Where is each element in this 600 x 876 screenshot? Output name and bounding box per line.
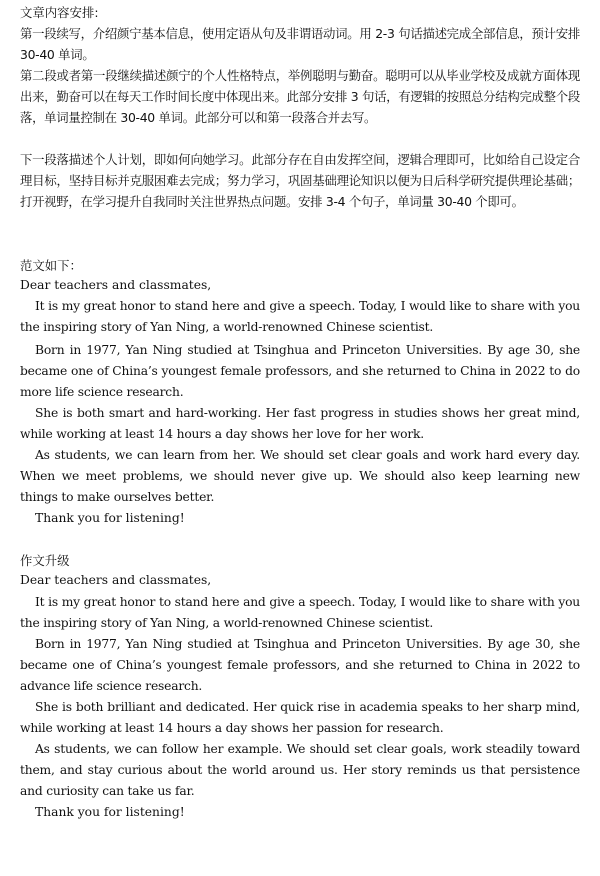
upgrade-paragraph-3: She is both brilliant and dedicated. Her quick rise in academia speaks to her sharp mind, while working at least 14 hours a day shows her passion for research. (20, 700, 580, 735)
upgrade-greeting: Dear teachers and classmates, (20, 573, 212, 587)
upgrade-paragraph-4: As students, we can follow her example. We should set clear goals, work steadily toward them, and stay curious about the world around us. Her story reminds us that persistence and curiosity can take us far. (20, 742, 580, 798)
outline-paragraph-2: 第二段或者第一段继续描述颜宁的个人性格特点，举例聪明与勤奋。聪明可以从毕业学校及成就方面体现出来，勤奋可以在每天工作时间长度中体现出来。此部分安排 3 句话，有逻辑的按照总分结构完成整个段落，单词量控制在 30-40 单词。此部分可以和第一段落合并去写。 (20, 68, 580, 125)
outline-heading: 文章内容安排: (20, 5, 99, 20)
sample-greeting: Dear teachers and classmates, (20, 278, 212, 292)
upgrade-paragraph-2: Born in 1977, Yan Ning studied at Tsinghua and Princeton Universities. By age 30, she became one of China’s youngest female professors, and she returned to China in 2022 to advance life science research. (20, 637, 580, 693)
outline-paragraph-3: 下一段落描述个人计划，即如何向她学习。此部分存在自由发挥空间，逻辑合理即可，比如给自己设定合理目标，坚持目标并克服困难去完成；努力学习，巩固基础理论知识以便为日后科学研究提供理论基础；打开视野，在学习提升自我同时关注世界热点问题。安排 3-4 个句子，单词量 30-40 个即可。 (20, 152, 580, 209)
outline-paragraph-1: 第一段续写，介绍颜宁基本信息，使用定语从句及非谓语动词。用 2-3 句话描述完成全部信息，预计安排 30-40 单词。 (20, 26, 580, 62)
upgrade-closing: Thank you for listening! (35, 805, 185, 819)
sample-paragraph-2: Born in 1977, Yan Ning studied at Tsinghua and Princeton Universities. By age 30, she became one of China’s youngest female professors, and she returned to China in 2022 to do more life science research. (20, 343, 580, 399)
sample-closing: Thank you for listening! (35, 511, 185, 525)
sample-paragraph-4: As students, we can learn from her. We should set clear goals and work hard every day. When we meet problems, we should never give up. We should also keep learning new things to make ourselves better. (20, 448, 580, 504)
upgrade-paragraph-1: It is my great honor to stand here and give a speech. Today, I would like to share with you the inspiring story of Yan Ning, a world-renowned Chinese scientist. (20, 595, 580, 630)
sample-heading: 范文如下： (20, 258, 82, 273)
sample-paragraph-1: It is my great honor to stand here and give a speech. Today, I would like to share with you the inspiring story of Yan Ning, a world-renowned Chinese scientist. (20, 299, 580, 334)
sample-paragraph-3: She is both smart and hard-working. Her fast progress in studies shows her great mind, while working at least 14 hours a day shows her love for her work. (20, 406, 580, 441)
upgrade-heading: 作文升级 (20, 553, 70, 568)
